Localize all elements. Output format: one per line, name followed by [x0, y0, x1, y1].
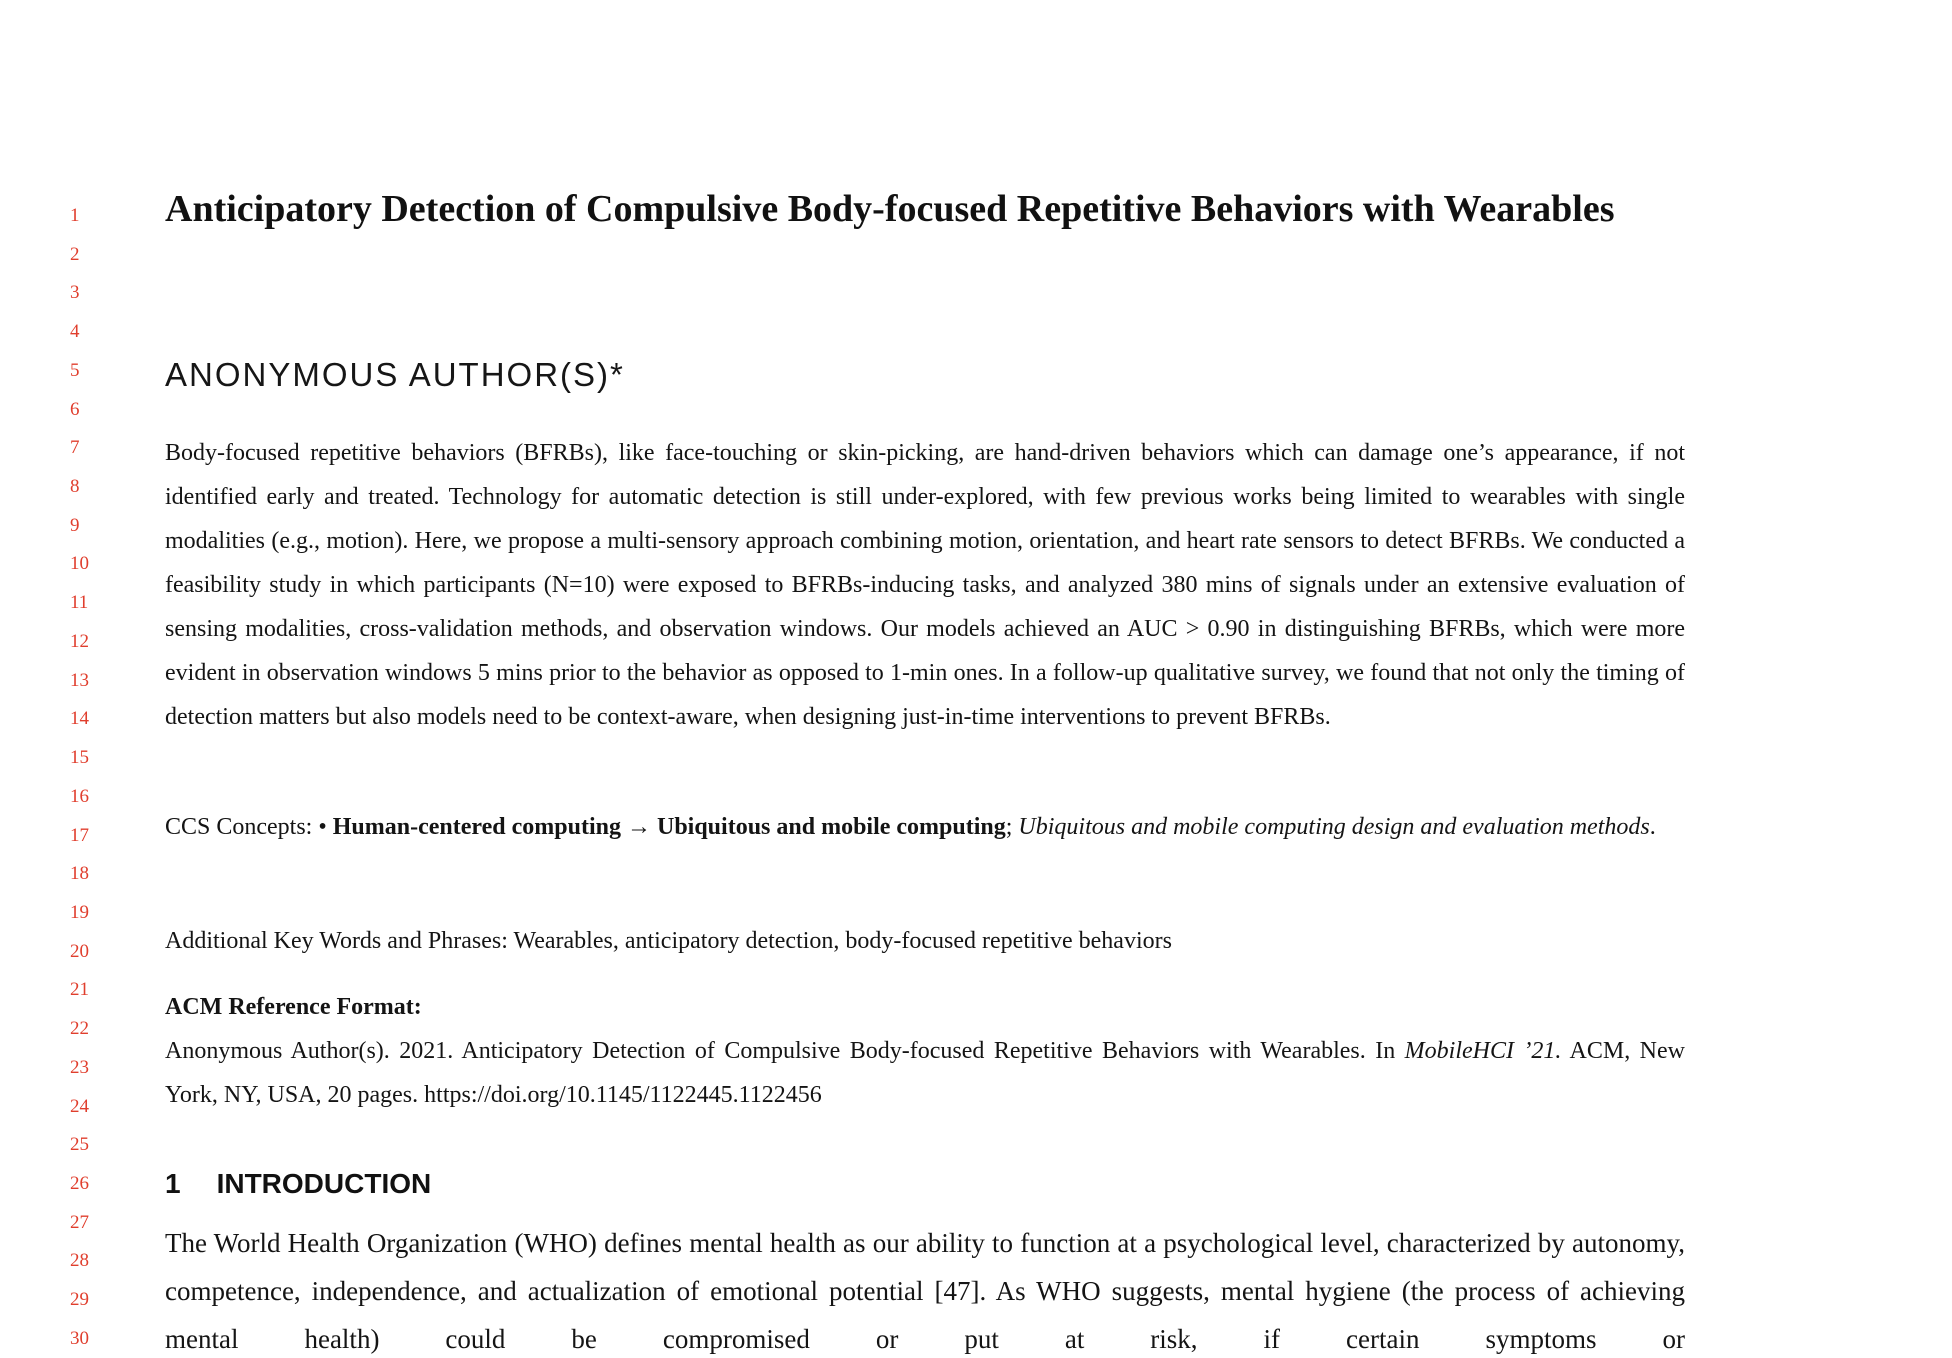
ccs-concept-primary: Human-centered computing [332, 814, 621, 840]
doi-link[interactable]: https://doi.org/10.1145/1122445.1122456 [424, 1082, 822, 1108]
ccs-concept-tertiary: Ubiquitous and mobile computing design and evaluation methods [1018, 814, 1650, 840]
line-number: 12 [70, 630, 89, 652]
line-number: 26 [70, 1173, 89, 1194]
keywords-line: Additional Key Words and Phrases: Wearables, anticipatory detection, body-focused repetitive behaviors [165, 928, 1172, 954]
author-line: ANONYMOUS AUTHOR(S)* [165, 356, 625, 393]
line-number: 7 [70, 437, 80, 459]
ccs-label: CCS Concepts: • [165, 814, 333, 840]
line-number: 14 [70, 708, 89, 730]
line-number: 22 [70, 1018, 89, 1040]
line-number: 4 [70, 321, 80, 343]
section-1-heading [165, 1164, 1685, 1204]
line-number: 23 [70, 1056, 89, 1078]
ccs-separator: ; [1005, 814, 1019, 840]
abstract-paragraph: Body-focused repetitive behaviors (BFRBs), like face-touching or skin-picking, are hand-driven behaviors which can damage one’s appearance, if not identified early and treated. Technology for automatic detection is still under-explored, with few previous works being limited to wearables with single modalities (e.g., motion). Here, we propose a multi-sensory approach combining motion, orientation, and heart rate sensors to detect BFRBs. We conducted a feasibility study in which participants (N=10) were exposed to BFRBs-inducing tasks, and analyzed 380 mins of signals under an extensive evaluation of sensing modalities, cross-validation methods, and observation windows. Our models achieved an AUC > 0.90 in distinguishing BFRBs, which were more evident in observation windows 5 mins prior to the behavior as opposed to 1-min ones. In a follow-up qualitative survey, we found that not only the timing of detection matters but also models need to be context-aware, when designing just-in-time interventions to prevent BFRBs. [165, 440, 1685, 730]
line-number: 10 [70, 553, 89, 575]
ccs-arrow: → [620, 814, 657, 840]
paper-title: Anticipatory Detection of Compulsive Body-focused Repetitive Behaviors with Wearables [165, 188, 1615, 230]
line-number: 17 [70, 824, 89, 846]
section-1-title: INTRODUCTION [216, 1168, 432, 1199]
line-number: 18 [70, 863, 89, 885]
section-1-number: 1 [165, 1168, 181, 1199]
line-number: 27 [70, 1211, 89, 1233]
line-number: 1 [70, 205, 80, 226]
line-number: 3 [70, 282, 80, 304]
line-number: 6 [70, 398, 80, 420]
line-number: 28 [70, 1250, 89, 1272]
line-number: 11 [70, 592, 89, 614]
line-number: 15 [70, 747, 89, 769]
line-number: 19 [70, 901, 89, 923]
acm-reference-part1: Anonymous Author(s). 2021. Anticipatory Detection of Compulsive Body-focused Repetitive Behaviors with Wearables. In [165, 1038, 1405, 1064]
line-number: 29 [70, 1289, 89, 1311]
introduction-paragraph: The World Health Organization (WHO) defines mental health as our ability to function at a psychological level, characterized by autonomy, competence, independence, and actualization of emotional potential [47]. As WHO suggests, mental hygiene (the process of achieving mental health) could be compromised or put at risk, if certain symptoms or [165, 1228, 1685, 1354]
line-number: 2 [70, 243, 80, 265]
line-number: 21 [70, 979, 89, 1001]
line-number: 20 [70, 940, 89, 962]
acm-reference-venue: MobileHCI ’21. [1404, 1038, 1562, 1064]
line-number: 25 [70, 1134, 89, 1156]
ccs-period: . [1649, 814, 1656, 840]
line-number: 24 [70, 1095, 89, 1117]
line-number: 5 [70, 359, 80, 381]
acm-reference-part2: ACM, New York, NY, USA, 20 pages. [165, 1038, 1686, 1108]
acm-reference-heading: ACM Reference Format: [165, 994, 422, 1020]
line-number: 8 [70, 476, 80, 498]
ccs-concept-secondary: Ubiquitous and mobile computing [656, 814, 1006, 840]
line-number: 13 [70, 669, 89, 691]
ccs-concepts [165, 806, 1685, 849]
acm-reference-text [165, 1029, 1685, 1117]
line-number: 16 [70, 785, 89, 807]
line-number: 30 [70, 1327, 89, 1349]
line-number: 9 [70, 514, 80, 536]
